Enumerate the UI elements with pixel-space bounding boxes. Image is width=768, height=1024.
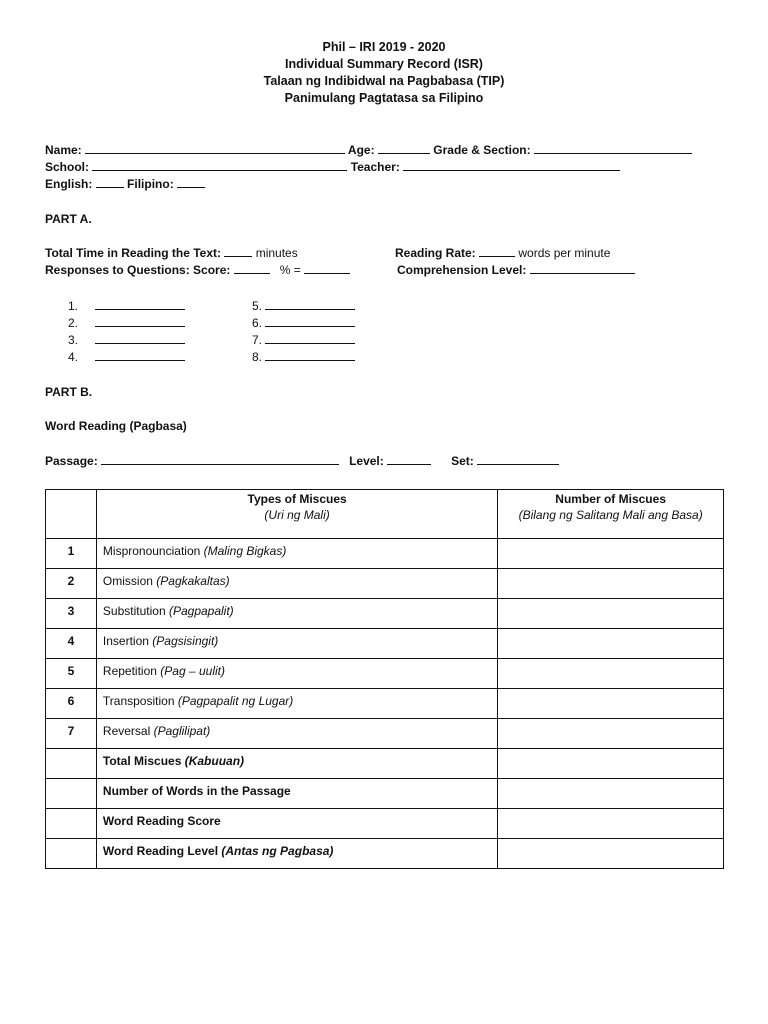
types-header: Types of Miscues [247,492,347,506]
language-row [45,176,205,193]
row-number: 3 [46,599,97,629]
name-label: Name: [45,143,82,157]
answer-number: 6. [252,316,263,330]
types-subheader: (Uri ng Mali) [264,508,330,522]
answer-number: 5. [252,299,263,313]
answer-number: 4. [68,350,79,364]
table-row [46,539,724,569]
responses-row [45,262,350,279]
table-row [46,689,724,719]
total-time-label: Total Time in Reading the Text: [45,246,222,260]
header-empty-cell [46,490,97,539]
answer-item-3 [68,332,185,349]
table-row [46,569,724,599]
school-row [45,159,620,176]
answer-field[interactable] [95,298,185,310]
score-field[interactable] [234,262,270,274]
miscues-table [45,489,724,869]
answer-item-4 [68,349,185,366]
answer-item-5 [252,298,355,315]
word-count-cell[interactable] [498,779,724,809]
word-count-row [46,779,724,809]
word-score-row [46,809,724,839]
school-label: School: [45,160,89,174]
age-label: Age: [347,143,375,157]
total-miscues-cell[interactable] [498,749,724,779]
number-header: Number of Miscues [555,492,666,506]
form-subtitle-isr: Individual Summary Record (ISR) [285,57,483,71]
types-header-cell [96,490,497,539]
answer-item-2 [68,315,185,332]
word-level-cell[interactable] [498,839,724,869]
row-number [46,749,97,779]
answer-field[interactable] [265,349,355,361]
set-label: Set: [451,454,474,468]
answer-field[interactable] [265,332,355,344]
grade-field[interactable] [534,142,692,154]
row-number: 1 [46,539,97,569]
answer-field[interactable] [95,315,185,327]
answer-number: 2. [68,316,79,330]
row-number [46,809,97,839]
row-number: 7 [46,719,97,749]
row-number: 2 [46,569,97,599]
miscue-type: Repetition (Pag – uulit) [96,659,497,689]
name-row [45,142,692,159]
table-row [46,629,724,659]
table-row [46,659,724,689]
total-miscues-row [46,749,724,779]
minutes-label: minutes [255,246,298,260]
miscue-type: Transposition (Pagpapalit ng Lugar) [96,689,497,719]
passage-label: Passage: [45,454,98,468]
miscue-type: Substitution (Pagpapalit) [96,599,497,629]
reading-rate-label: Reading Rate: [395,246,476,260]
row-number: 6 [46,689,97,719]
answer-field[interactable] [265,298,355,310]
answer-item-6 [252,315,355,332]
reading-rate-row [395,245,610,262]
level-label: Level: [349,454,384,468]
answer-item-8 [252,349,355,366]
number-header-cell [498,490,724,539]
answer-number: 7. [252,333,263,347]
row-number: 4 [46,629,97,659]
comprehension-field[interactable] [530,262,635,274]
miscue-type: Omission (Pagkakaltas) [96,569,497,599]
comprehension-label: Comprehension Level: [397,263,527,277]
table-header-row [46,490,724,539]
school-field[interactable] [92,159,347,171]
total-time-row [45,245,298,262]
english-field[interactable] [96,176,124,188]
form-subtitle-tip: Talaan ng Indibidwal na Pagbabasa (TIP) [263,74,505,88]
age-field[interactable] [378,142,430,154]
name-field[interactable] [85,142,345,154]
part-b-heading: PART B. [45,385,93,399]
part-a-heading: PART A. [45,212,92,226]
level-field[interactable] [387,453,431,465]
wpm-label: words per minute [518,246,611,260]
answer-field[interactable] [95,349,185,361]
answer-number: 3. [68,333,79,347]
table-row [46,719,724,749]
responses-label: Responses to Questions: Score: [45,263,231,277]
english-label: English: [45,177,93,191]
miscue-count-cell[interactable] [498,569,724,599]
total-time-field[interactable] [224,245,252,257]
filipino-label: Filipino: [127,177,174,191]
word-score-cell[interactable] [498,809,724,839]
form-subtitle-pagtatasa: Panimulang Pagtatasa sa Filipino [284,91,484,105]
number-subheader: (Bilang ng Salitang Mali ang Basa) [518,508,703,522]
row-number [46,779,97,809]
table-row [46,599,724,629]
form-title: Phil – IRI 2019 - 2020 [322,40,446,54]
word-count-label-cell: Number of Words in the Passage [96,779,497,809]
percent-label: % = [279,263,301,277]
row-number: 5 [46,659,97,689]
word-score-label-cell: Word Reading Score [96,809,497,839]
miscue-count-cell[interactable] [498,659,724,689]
miscue-count-cell[interactable] [498,689,724,719]
teacher-label: Teacher: [350,160,400,174]
miscue-count-cell[interactable] [498,719,724,749]
answer-number: 1. [68,299,79,313]
comprehension-row [397,262,635,279]
answer-field[interactable] [95,332,185,344]
grade-label: Grade & Section: [433,143,531,157]
filipino-field[interactable] [177,176,205,188]
word-reading-heading: Word Reading (Pagbasa) [45,419,187,433]
miscue-count-cell[interactable] [498,539,724,569]
answer-item-1 [68,298,185,315]
passage-field[interactable] [101,453,339,465]
word-level-row [46,839,724,869]
set-field[interactable] [477,453,559,465]
percent-field[interactable] [304,262,350,274]
reading-rate-field[interactable] [479,245,515,257]
teacher-field[interactable] [403,159,620,171]
miscue-type: Mispronounciation (Maling Bigkas) [96,539,497,569]
miscue-type: Insertion (Pagsisingit) [96,629,497,659]
answer-item-7 [252,332,355,349]
miscue-count-cell[interactable] [498,629,724,659]
miscue-count-cell[interactable] [498,599,724,629]
answer-field[interactable] [265,315,355,327]
miscue-type: Reversal (Paglilipat) [96,719,497,749]
row-number [46,839,97,869]
total-miscues-label-cell: Total Miscues (Kabuuan) [96,749,497,779]
passage-row [45,453,559,470]
word-level-label-cell: Word Reading Level (Antas ng Pagbasa) [96,839,497,869]
answer-number: 8. [252,350,263,364]
